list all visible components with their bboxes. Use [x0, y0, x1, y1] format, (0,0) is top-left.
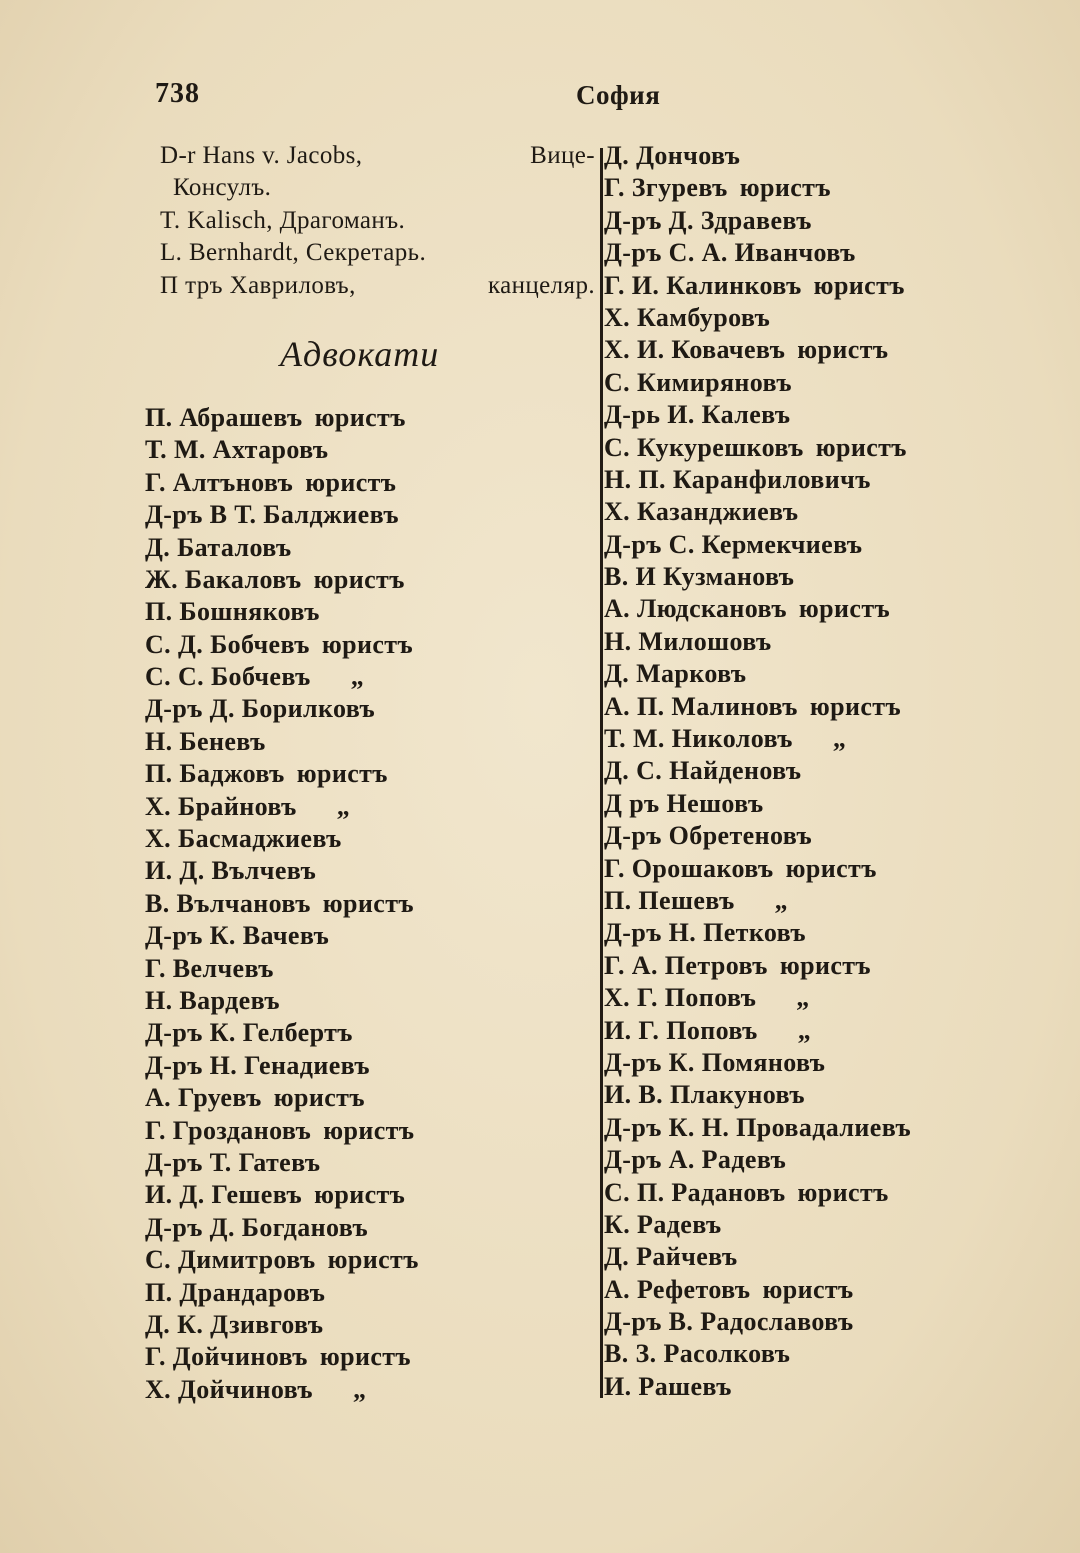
- entry-note: юристъ: [785, 853, 877, 883]
- entry-name: Г. И. Калинковъ: [604, 270, 802, 300]
- list-item: [604, 626, 1024, 658]
- entry-name: Г. Орошаковъ: [604, 853, 774, 883]
- ditto-mark: „: [352, 1374, 367, 1404]
- list-item: [145, 758, 595, 790]
- list-item: [145, 1374, 595, 1406]
- list-item: [604, 755, 1024, 787]
- list-item: [145, 1277, 595, 1309]
- list-item: [604, 885, 1024, 917]
- consulate-line-text: L. Bernhardt, Секретарь.: [160, 239, 427, 267]
- list-item: [604, 1209, 1024, 1241]
- entry-note: юристъ: [321, 629, 414, 659]
- list-item: [604, 302, 1024, 334]
- entry-name: Х. Г. Поповъ: [604, 983, 757, 1013]
- entry-name: Д-ръ А. Радевъ: [604, 1145, 787, 1175]
- entry-name: Д-ръ Обретеновъ: [604, 821, 813, 851]
- entry-name: Д-ръ В. Радославовъ: [604, 1307, 854, 1337]
- consulate-line: [145, 237, 595, 269]
- entry-note: юристъ: [779, 950, 871, 980]
- list-item: [604, 723, 1024, 755]
- list-item: [604, 561, 1024, 593]
- ditto-mark: „: [774, 885, 789, 915]
- entry-name: Д-рь И. Калевъ: [604, 400, 791, 430]
- entry-name: Г. Згуревъ: [604, 173, 728, 203]
- entry-note: юристъ: [797, 335, 889, 365]
- list-item: [145, 855, 595, 887]
- entry-name: Г. Алтъновъ: [145, 467, 294, 497]
- entry-note: юристъ: [314, 1180, 406, 1210]
- list-item: [604, 593, 1024, 625]
- entry-name: Д-ръ К. Помяновъ: [604, 1047, 826, 1077]
- entry-note: юристъ: [815, 432, 907, 462]
- list-item: [145, 1017, 595, 1049]
- entry-name: К. Радевъ: [604, 1209, 722, 1239]
- list-item: [145, 1082, 595, 1114]
- entry-name: Д-ръ В Т. Балджиевъ: [145, 500, 399, 530]
- entry-name: Х. Брайновъ: [145, 791, 297, 821]
- list-item: [604, 1015, 1024, 1047]
- entry-name: И. Д. Вълчевъ: [145, 856, 317, 886]
- list-item: [604, 432, 1024, 464]
- entry-name: С. Д. Бобчевъ: [145, 629, 310, 659]
- list-item: [145, 402, 595, 434]
- section-title: Адвокати: [280, 333, 440, 374]
- entry-name: Д. Марковъ: [604, 659, 747, 689]
- list-item: [145, 467, 595, 499]
- entry-name: И. Д. Гешевъ: [145, 1180, 303, 1210]
- entry-name: Д. Дончовъ: [604, 141, 741, 170]
- consulate-line: [145, 140, 595, 172]
- entry-name: С. П. Радановъ: [604, 1177, 786, 1207]
- list-item: [604, 1144, 1024, 1176]
- entry-name: П. Баджовъ: [145, 759, 285, 789]
- list-item: [604, 1371, 1024, 1403]
- list-item: [145, 564, 595, 596]
- entry-name: Д-ръ К. Н. Провадалиевъ: [604, 1112, 912, 1142]
- list-item: [604, 853, 1024, 885]
- consulate-line: [145, 205, 595, 237]
- list-item: [604, 917, 1024, 949]
- entry-name: Н. Милошовъ: [604, 626, 772, 656]
- entry-name: С. Кимиряновъ: [604, 367, 792, 397]
- entry-name: Д-ръ Д. Борилковъ: [145, 694, 376, 724]
- list-item: [604, 367, 1024, 399]
- entry-name: Д-ръ С. Кермекчиевъ: [604, 529, 863, 559]
- entry-name: В. З. Расолковъ: [604, 1339, 791, 1369]
- entry-name: Д ръ Нешовъ: [604, 788, 764, 818]
- consulate-staff: [145, 140, 595, 302]
- list-item: [604, 1047, 1024, 1079]
- entry-name: А. Рефетовъ: [604, 1274, 751, 1304]
- list-item: [145, 726, 595, 758]
- entry-note: юристъ: [762, 1274, 854, 1304]
- column-divider: [600, 148, 603, 1398]
- consulate-line-text: П тръ Хавриловъ,: [160, 271, 356, 299]
- list-item: [604, 399, 1024, 431]
- entry-name: С. С. Бобчевъ: [145, 662, 311, 692]
- list-item: [145, 1212, 595, 1244]
- consulate-line-text: T. Kalisch, Драгоманъ.: [160, 206, 406, 234]
- list-item: [604, 982, 1024, 1014]
- entry-name: И. В. Плакуновъ: [604, 1080, 805, 1110]
- ditto-mark: „: [336, 791, 351, 821]
- list-item: [604, 172, 1024, 204]
- entry-name: Х. И. Ковачевъ: [604, 335, 786, 365]
- entry-note: юристъ: [739, 173, 831, 203]
- list-item: [145, 823, 595, 855]
- list-item: [145, 920, 595, 952]
- list-item: [604, 788, 1024, 820]
- list-item: [604, 205, 1024, 237]
- consulate-line-text: D-r Hans v. Jacobs,: [160, 142, 363, 169]
- entry-note: юристъ: [319, 1342, 411, 1372]
- list-item: [604, 140, 1024, 172]
- list-item: [604, 658, 1024, 690]
- entry-name: И. Г. Поповъ: [604, 1015, 758, 1045]
- entry-name: Г. А. Петровъ: [604, 950, 768, 980]
- entry-name: Х. Дойчиновъ: [145, 1374, 313, 1404]
- list-item: [145, 1147, 595, 1179]
- list-item: [604, 1112, 1024, 1144]
- entry-note: юристъ: [809, 691, 902, 721]
- entry-note: юристъ: [813, 270, 905, 300]
- entry-name: С. Димитровъ: [145, 1245, 316, 1275]
- entry-name: Н. Вардевъ: [145, 985, 280, 1015]
- list-item: [604, 1274, 1024, 1306]
- list-item: [145, 791, 595, 823]
- entry-name: Д-ръ Н. Генадиевъ: [145, 1050, 370, 1080]
- list-item: [604, 334, 1024, 366]
- entry-name: Х. Казанджиевъ: [604, 497, 799, 527]
- list-item: [604, 950, 1024, 982]
- entry-name: Д. Баталовъ: [145, 532, 292, 562]
- entry-name: П. Бошняковъ: [145, 597, 320, 627]
- entry-name: Д-ръ С. А. Иванчовъ: [604, 238, 856, 268]
- entry-note: юристъ: [313, 564, 405, 594]
- list-item: [145, 596, 595, 628]
- consulate-line: [145, 172, 595, 204]
- entry-name: Г. Гроздановъ: [145, 1115, 312, 1145]
- list-item: [145, 1050, 595, 1082]
- list-item: [604, 237, 1024, 269]
- list-item: [145, 953, 595, 985]
- entry-note: юристъ: [322, 888, 414, 918]
- list-item: [145, 1115, 595, 1147]
- entry-name: П. Абрашевъ: [145, 402, 303, 432]
- entry-name: А. Груевъ: [145, 1083, 262, 1113]
- entry-name: А. П. Малиновъ: [604, 691, 798, 721]
- entry-name: Х. Камбуровъ: [604, 302, 771, 332]
- entry-name: Д-ръ К. Гелбертъ: [145, 1018, 353, 1048]
- ditto-mark: „: [796, 983, 810, 1013]
- entry-name: С. Кукурешковъ: [604, 432, 804, 462]
- list-item: [145, 1341, 595, 1373]
- entry-name: Ж. Бакаловъ: [145, 564, 302, 594]
- entry-note: юристъ: [798, 594, 891, 624]
- entry-note: юристъ: [323, 1115, 415, 1145]
- list-item: [604, 1338, 1024, 1370]
- entry-name: А. Людскановъ: [604, 594, 787, 624]
- entry-name: Д. С. Найденовъ: [604, 756, 802, 786]
- entry-name: В. И Кузмановъ: [604, 562, 795, 592]
- entry-name: Д-ръ Д. Здравевъ: [604, 205, 812, 235]
- entry-name: Т. М. Ахтаровъ: [145, 435, 329, 465]
- list-item: [604, 529, 1024, 561]
- entry-note: юристъ: [273, 1083, 365, 1113]
- consulate-line-text: Консулъ.: [173, 174, 272, 202]
- list-item: [145, 693, 595, 725]
- left-entry-list: [145, 402, 595, 1406]
- list-item: [604, 270, 1024, 302]
- entry-name: В. Вълчановъ: [145, 888, 311, 918]
- entry-note: юристъ: [296, 759, 388, 789]
- list-item: [604, 1306, 1024, 1338]
- entry-note: юристъ: [314, 402, 406, 432]
- left-column: [145, 140, 595, 1406]
- ditto-mark: „: [832, 724, 847, 754]
- consulate-line-role: Вице-: [530, 142, 595, 169]
- list-item: [145, 499, 595, 531]
- entry-name: Т. М. Николовъ: [604, 724, 793, 754]
- page-number: 738: [155, 78, 200, 109]
- entry-name: Д. К. Дзивговъ: [145, 1309, 324, 1339]
- entry-note: юристъ: [797, 1177, 889, 1207]
- running-title: София: [576, 80, 661, 110]
- list-item: [604, 820, 1024, 852]
- entry-name: П. Пешевъ: [604, 885, 735, 915]
- list-item: [604, 1177, 1024, 1209]
- list-item: [145, 629, 595, 661]
- list-item: [145, 532, 595, 564]
- right-entry-list: [604, 140, 1024, 1403]
- list-item: [604, 1079, 1024, 1111]
- list-item: [145, 1309, 595, 1341]
- entry-note: юристъ: [305, 467, 397, 497]
- entry-name: Д-ръ Т. Гатевъ: [145, 1147, 321, 1177]
- entry-name: П. Драндаровъ: [145, 1277, 326, 1307]
- entry-name: Г. Велчевъ: [145, 953, 274, 983]
- list-item: [604, 1241, 1024, 1273]
- list-item: [145, 434, 595, 466]
- entry-name: Д-ръ К. Вачевъ: [145, 921, 330, 951]
- entry-name: Д. Райчевъ: [604, 1242, 738, 1272]
- list-item: [145, 888, 595, 920]
- list-item: [145, 1244, 595, 1276]
- entry-name: Н. П. Каранфиловичъ: [604, 464, 871, 494]
- entry-note: юристъ: [327, 1245, 419, 1275]
- list-item: [145, 1179, 595, 1211]
- list-item: [145, 985, 595, 1017]
- list-item: [604, 496, 1024, 528]
- entry-name: Д-ръ Н. Петковъ: [604, 918, 806, 948]
- entry-name: И. Рашевъ: [604, 1371, 732, 1401]
- ditto-mark: „: [797, 1015, 812, 1045]
- list-item: [145, 661, 595, 693]
- entry-name: Д-ръ Д. Богдановъ: [145, 1212, 369, 1242]
- right-column: [604, 140, 1024, 1403]
- ditto-mark: „: [350, 662, 365, 692]
- entry-name: Х. Басмаджиевъ: [145, 824, 342, 854]
- consulate-line: [145, 270, 595, 302]
- entry-name: Г. Дойчиновъ: [145, 1342, 308, 1372]
- entry-name: Н. Беневъ: [145, 726, 266, 756]
- list-item: [604, 691, 1024, 723]
- consulate-line-role: канцеляр.: [487, 271, 595, 299]
- list-item: [604, 464, 1024, 496]
